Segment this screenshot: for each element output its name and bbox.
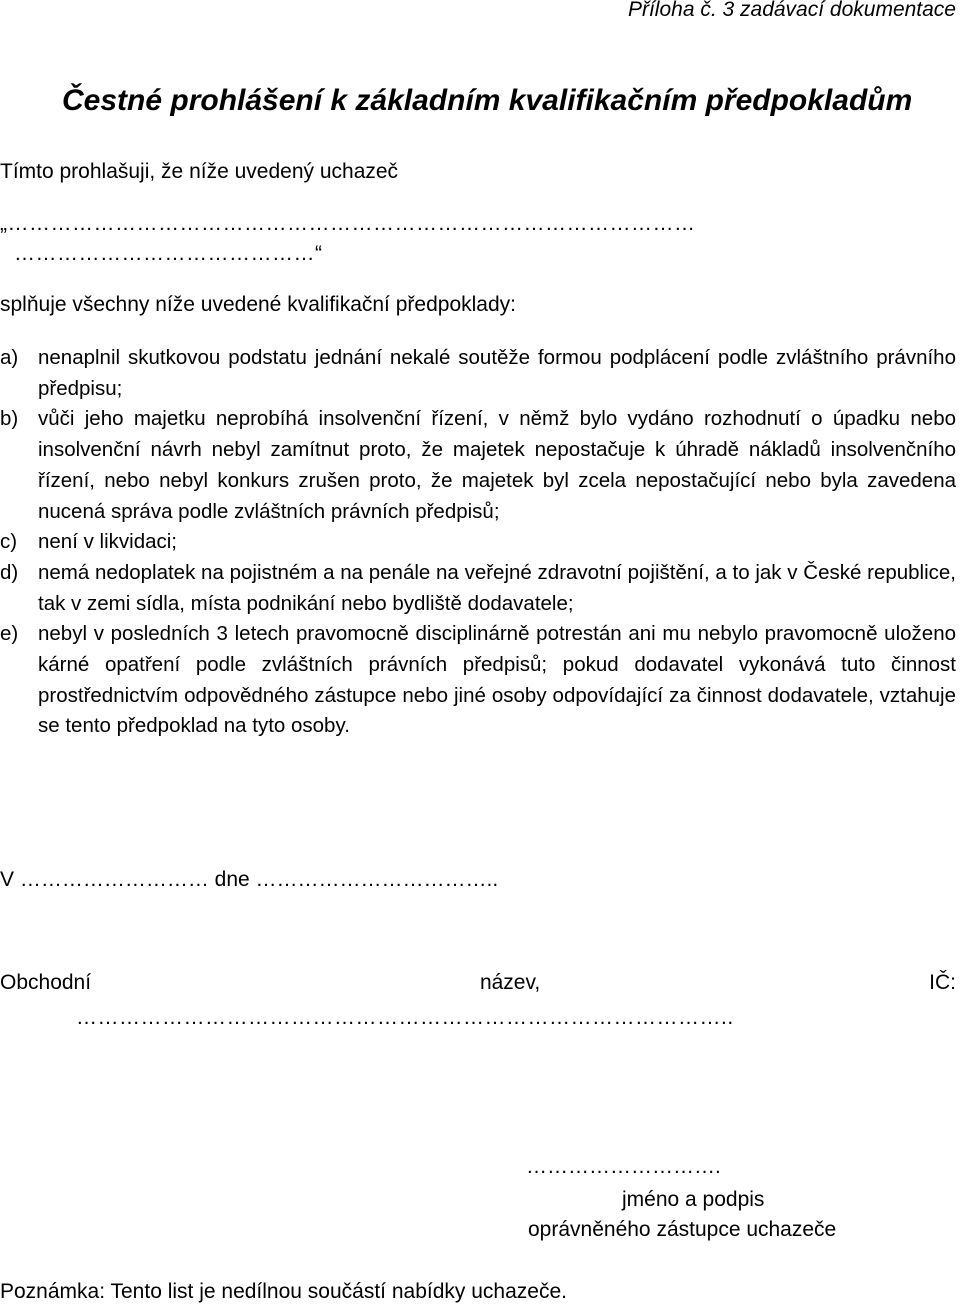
condition-text: nenaplnil skutkovou podstatu jednání nekalé soutěže formou podplácení podle zvláštního právního předpisu;	[38, 346, 956, 400]
condition-item-d	[0, 558, 956, 619]
condition-item-c	[0, 527, 956, 558]
signature-label-representative: oprávněného zástupce uchazeče	[528, 1218, 837, 1241]
signature-label-name: jméno a podpis	[622, 1188, 765, 1211]
condition-marker: e)	[0, 622, 19, 646]
condition-marker: a)	[0, 346, 19, 369]
company-name-line	[0, 971, 956, 995]
condition-text: nemá nedoplatek na pojistném a na penále na veřejné zdravotní pojištění, a to jak v České republice, tak v zemi sídla, místa podnikání nebo bydliště dodavatele;	[38, 560, 956, 615]
applicant-placeholder-line-1: „……………………………………………………………………………………	[0, 212, 696, 235]
document-title: Čestné prohlášení k základním kvalifikačním předpokladům	[62, 84, 913, 117]
condition-text: není v likvidaci;	[38, 530, 178, 554]
condition-text: nebyl v posledních 3 letech pravomocně disciplinárně potrestán ani mu nebylo pravomocně uloženo kárné opatření podle zvláštních právních předpisů; pokud dodavatel vykonává tuto činnost prostřednictvím odpovědného zástupce nebo jiné osoby odpovídající za činnost dodavatele, vztahuje se tento předpoklad na tyto osoby.	[38, 622, 956, 738]
company-placeholder-dots: ………………………………………………………………………………..	[76, 1006, 734, 1029]
condition-marker: b)	[0, 407, 19, 431]
applicant-placeholder-line-2: ……………………………………“	[14, 242, 323, 265]
condition-item-a	[0, 343, 956, 404]
intro-text: Tímto prohlašuji, že níže uvedený uchazeč	[0, 160, 399, 183]
condition-item-b	[0, 404, 956, 527]
signature-placeholder-dots: ……………………….	[526, 1155, 721, 1178]
footer-note: Poznámka: Tento list je nedílnou součástí nabídky uchazeče.	[0, 1280, 567, 1303]
company-label-left: Obchodní	[0, 971, 92, 994]
condition-item-e	[0, 619, 956, 742]
conditions-lead-text: splňuje všechny níže uvedené kvalifikační předpoklady:	[0, 293, 516, 316]
conditions-list	[0, 343, 956, 742]
company-label-middle: název,	[479, 971, 541, 994]
condition-marker: d)	[0, 560, 19, 584]
company-label-right: IČ:	[929, 971, 956, 994]
condition-text: vůči jeho majetku neprobíhá insolvenční řízení, v němž bylo vydáno rozhodnutí o úpadku nebo insolvenční návrh nebyl zamítnut proto, že majetek nepostačuje k úhradě nákladů insolvenčního řízení, nebo nebyl konkurs zrušen proto, že majetek byl zcela nepostačující nebo byla zavedena nucená správa podle zvláštních právních předpisů;	[38, 407, 956, 523]
attachment-header-note: Příloha č. 3 zadávací dokumentace	[627, 0, 956, 21]
place-date-line: V ……………………… dne ……………………………..	[0, 868, 499, 891]
condition-marker: c)	[0, 530, 18, 554]
